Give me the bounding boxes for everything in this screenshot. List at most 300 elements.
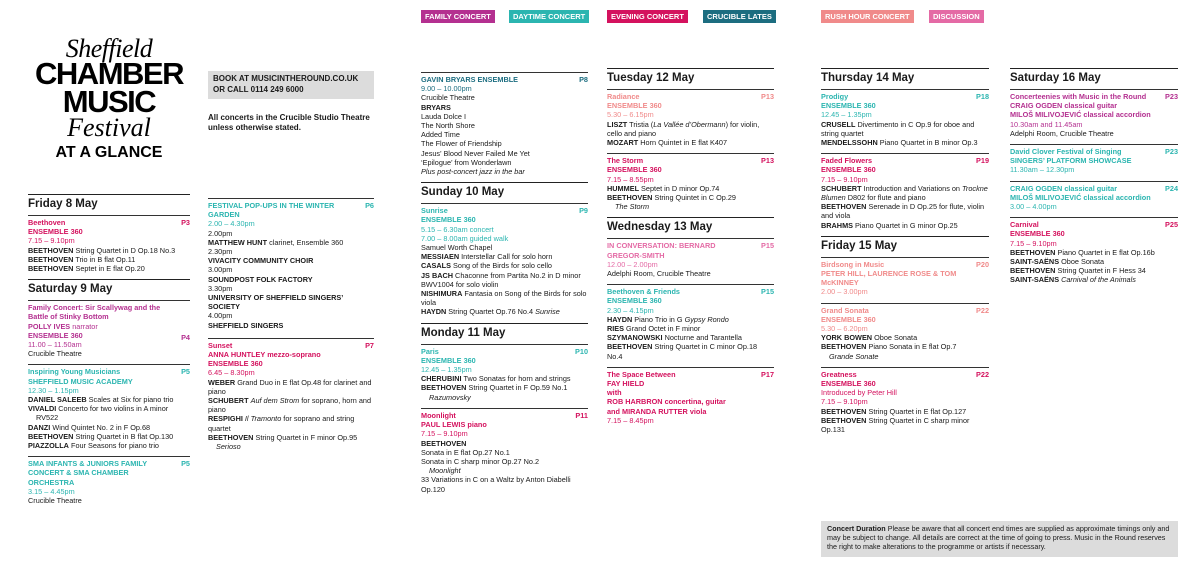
legend-discussion: DISCUSSION [929, 10, 984, 23]
work-nickname: Trockne Blumen [821, 183, 988, 203]
work-detail: D802 for flute and piano [845, 193, 926, 203]
work-detail: ) for violin, cello and piano [607, 119, 760, 138]
page-ref: P15 [761, 287, 774, 297]
event-ogden-milivojevic [1010, 181, 1178, 212]
event-title: IN CONVERSATION: BERNARD GREGOR-SMITH [607, 241, 716, 260]
disclaimer-text: Please be aware that all concert end times are supplied as approximate timings only and may be subject to change. All details are correct at the time of going to press. Music in the Round reserves the right to make alterations to the programme or artists if necessary. [827, 524, 1170, 551]
work-item [28, 441, 190, 450]
event-title: Greatness [821, 369, 857, 379]
artist-role: classical accordion [1081, 192, 1151, 202]
page-ref: P8 [579, 75, 588, 84]
event-time: 5.30 – 6.15pm [607, 110, 654, 120]
event-prodigy [821, 89, 989, 147]
work-item [821, 202, 989, 220]
work-title: String Quartet in E flat Op.127 [866, 406, 967, 416]
work-item [421, 374, 588, 383]
work-composer: BEETHOVEN [28, 254, 74, 264]
event-time: 12.45 – 1.35pm [821, 110, 872, 120]
logo-subtitle: AT A GLANCE [55, 144, 163, 161]
logo-line-chamber: CHAMBER [35, 56, 183, 91]
event-gavin-bryars [421, 72, 588, 176]
event-time: 5.30 – 6.20pm [821, 324, 868, 334]
venue-note: All concerts in the Crucible Studio Theatre unless otherwise stated. [208, 113, 370, 132]
event-title: The Space Between [607, 369, 676, 379]
event-time: 7.15 – 9.10pm [1010, 238, 1057, 248]
work-item [421, 383, 588, 392]
event-time: 11.00 – 11.50am [28, 340, 82, 350]
event-artist-connector: with [607, 388, 622, 398]
work-item [607, 138, 774, 147]
work-composer: BRYARS [421, 102, 451, 112]
day-heading: Saturday 9 May [28, 279, 190, 297]
work-composer: DANIEL SALEEB [28, 395, 87, 405]
day-heading: Friday 15 May [821, 236, 989, 254]
work-composer: SCHUBERT [208, 396, 249, 406]
work-title: String Quartet in C sharp minor Op.131 [821, 415, 970, 435]
work-item [821, 221, 989, 230]
work-composer: RESPIGHI [208, 414, 243, 424]
work-item [28, 432, 190, 441]
event-artist: CRAIG OGDEN [1010, 183, 1063, 193]
work-title: Scales at Six for piano trio [86, 395, 174, 405]
event-intro: Introduced by Peter Hill [821, 388, 897, 398]
event-venue: Crucible Theatre [28, 349, 82, 359]
column-5 [821, 68, 989, 440]
work-item [607, 193, 774, 202]
event-artist: ENSEMBLE 360 [1010, 229, 1065, 239]
day-heading: Sunday 10 May [421, 182, 588, 200]
work-item [821, 407, 989, 416]
work-title: Four Seasons for piano trio [68, 441, 159, 451]
work-title: String Quartet in C minor Op.18 No.4 [607, 342, 758, 361]
work-title: Concerto for two violins in A minor [56, 404, 169, 414]
work-item [421, 252, 588, 261]
artist-role: narrator [70, 321, 98, 331]
event-time: 5.15 – 6.30am concert [421, 224, 494, 234]
work-title: Interstellar Call for solo horn [459, 252, 553, 262]
work-item [821, 120, 989, 138]
event-artist: ENSEMBLE 360 [208, 359, 263, 369]
legend-crucible-lates: CRUCIBLE LATES [703, 10, 776, 23]
work-composer: BEETHOVEN [208, 432, 254, 442]
work-item [607, 342, 774, 360]
event-time: 3.15 – 4.45pm [28, 486, 75, 496]
work-composer: BEETHOVEN [821, 406, 867, 416]
page-ref: P13 [761, 156, 774, 166]
event-title: Sunset [208, 340, 233, 350]
popup-act-name: SHEFFIELD SINGERS [208, 320, 284, 330]
work-title: Piano Trio in G [632, 314, 685, 324]
event-grand-sonata [821, 303, 989, 361]
column-3 [421, 72, 588, 500]
work-composer: BEETHOVEN [821, 202, 867, 212]
event-time: 7.15 – 9.10pm [821, 397, 868, 407]
work-composer: BEETHOVEN [421, 383, 467, 393]
work-composer: SCHUBERT [821, 183, 862, 193]
event-time: 7.15 – 9.10pm [28, 236, 75, 246]
popup-act-name: VIVACITY COMMUNITY CHOIR [208, 256, 314, 266]
event-time: 2.30 – 4.15pm [607, 305, 654, 315]
popup-time: 2.30pm [208, 247, 233, 257]
event-title: FESTIVAL POP-UPS IN THE WINTER GARDEN [208, 201, 335, 220]
column-1 [28, 194, 190, 511]
page-ref: P7 [365, 340, 374, 350]
event-artist-connector: and [607, 406, 622, 416]
event-title: Beethoven & Friends [607, 287, 680, 297]
event-time: 3.00 – 4.00pm [1010, 202, 1057, 212]
popup-time: 3.00pm [208, 265, 233, 275]
event-artist: ENSEMBLE 360 [821, 379, 876, 389]
event-artist: ENSEMBLE 360 [821, 165, 876, 175]
day-heading: Wednesday 13 May [607, 217, 774, 235]
artist-role: concertina, guitar [662, 397, 726, 407]
artist-role: classical guitar [1062, 183, 1118, 193]
work-title: The North Shore [421, 121, 475, 131]
work-item [607, 120, 774, 138]
work-item [607, 324, 774, 333]
work-title: Added Time [421, 130, 460, 140]
work-composer: BEETHOVEN [28, 245, 74, 255]
work-composer: DANZI [28, 422, 51, 432]
page-ref: P6 [365, 201, 374, 210]
popup-act-name: UNIVERSITY OF SHEFFIELD SINGERS’ SOCIETY [208, 293, 343, 312]
work-title: Trio in B flat Op.11 [73, 254, 136, 264]
work-nickname: Sunrise [535, 307, 560, 317]
event-artist: SHEFFIELD MUSIC ACADEMY [28, 376, 133, 386]
page-ref: P24 [1165, 183, 1178, 193]
event-artist: MILOŠ MILIVOJEVIĆ [1010, 110, 1082, 120]
event-time: 12.00 – 2.00pm [607, 259, 658, 269]
work-title: Jesus’ Blood Never Failed Me Yet [421, 148, 530, 158]
event-artist: MILOŠ MILIVOJEVIĆ [1010, 192, 1082, 202]
work-title: Piano Quartet in B minor Op.3 [877, 138, 978, 148]
event-time: 7.15 – 8.45pm [607, 415, 654, 425]
day-heading: Friday 8 May [28, 194, 190, 212]
page-ref: P3 [181, 218, 190, 227]
work-item [28, 264, 190, 273]
popup-time: 4.00pm [208, 311, 233, 321]
work-title: Wind Quintet No. 2 in F Op.68 [50, 422, 151, 432]
work-title: Serenade in D Op.25 for flute, violin and viola [821, 202, 985, 221]
work-title: Chaconne from Partita No.2 in D minor BWV1004 for solo violin [421, 270, 581, 289]
work-item [421, 271, 588, 289]
work-item [1010, 266, 1178, 275]
work-title: Auf dem Strom [250, 396, 300, 406]
work-composer: MESSIAEN [421, 252, 460, 262]
event-artist: PETER HILL, LAURENCE ROSE & TOM McKINNEY [821, 269, 957, 288]
event-greatness [821, 367, 989, 434]
work-title: String Quartet in B flat Op.130 [73, 431, 174, 441]
event-title: Sunrise [421, 206, 448, 216]
event-the-storm [607, 153, 774, 211]
booking-phone[interactable]: OR CALL 0114 249 6000 [213, 84, 304, 94]
page-ref: P9 [579, 206, 588, 216]
event-venue: Adelphi Room, Crucible Theatre [1010, 128, 1114, 138]
event-title: Birdsong in Music [821, 259, 885, 269]
work-detail: for soprano, horn and piano [208, 396, 372, 415]
event-in-conversation [607, 238, 774, 278]
page-ref: P22 [976, 369, 989, 379]
work-title: String Quartet in F Op.59 No.1 [466, 383, 568, 393]
work-nickname: Gypsy Rondo [684, 314, 729, 324]
event-artist: CRAIG OGDEN [1010, 101, 1063, 111]
page-ref: P25 [1165, 220, 1178, 230]
work-title: ‘Epilogue’ from Wonderlawn [421, 157, 512, 167]
event-title: David Clover Festival of Singing SINGERS’ PLATFORM SHOWCASE [1010, 147, 1132, 166]
event-festival-popups [208, 198, 374, 330]
work-composer: HAYDN [607, 314, 633, 324]
work-composer: BEETHOVEN [28, 264, 74, 274]
work-item [821, 333, 989, 342]
page-ref: P18 [976, 92, 989, 101]
event-venue: Crucible Theatre [421, 93, 475, 103]
page-ref: P23 [1165, 147, 1178, 157]
popup-time: 3.30pm [208, 283, 233, 293]
event-time: 11.30am – 12.30pm [1010, 165, 1075, 175]
event-radiance [607, 89, 774, 147]
work-title: String Quartet in D Op.18 No.3 [73, 245, 176, 255]
work-title: Carnival of the Animals [1061, 275, 1136, 285]
work-composer: YORK BOWEN [821, 333, 873, 343]
work-nickname: Serioso [216, 442, 241, 452]
page-ref: P20 [976, 259, 989, 269]
work-item [1010, 257, 1178, 266]
work-item [821, 138, 989, 147]
logo-line-festival: Festival [67, 113, 151, 142]
event-artist: MIRANDA RUTTER [622, 406, 688, 416]
event-singers-platform [1010, 144, 1178, 175]
event-inspiring-young-musicians [28, 364, 190, 450]
popup-act-name: MATTHEW HUNT [208, 237, 268, 247]
work-composer: WEBER [208, 377, 236, 387]
work-item [28, 246, 190, 255]
work-composer: BEETHOVEN [607, 193, 653, 203]
disclaimer-title: Concert Duration [827, 524, 886, 533]
event-title: Inspiring Young Musicians [28, 367, 121, 377]
work-composer: BEETHOVEN [821, 342, 867, 352]
event-venue: Samuel Worth Chapel [421, 243, 493, 253]
work-item [28, 395, 190, 404]
concert-type-legend [421, 10, 991, 24]
event-title: GAVIN BRYARS ENSEMBLE [421, 75, 519, 84]
work-catalogue: RV522 [36, 413, 59, 423]
event-space-between [607, 367, 774, 425]
work-title: Sonata in C sharp minor Op.27 No.2 [421, 456, 540, 466]
work-composer: NISHIMURA [421, 289, 463, 299]
event-time: 6.45 – 8.30pm [208, 368, 255, 378]
event-artist: ENSEMBLE 360 [28, 330, 83, 340]
page-ref: P5 [181, 459, 190, 469]
artist-role: mezzo-soprano [265, 350, 321, 360]
event-title: Moonlight [421, 410, 456, 420]
day-heading: Monday 11 May [421, 323, 588, 341]
event-faded-flowers [821, 153, 989, 230]
work-item [28, 404, 190, 413]
event-time: 7.15 – 9.10pm [821, 174, 868, 184]
work-composer: VIVALDI [28, 404, 57, 414]
work-composer: CHERUBINI [421, 374, 462, 384]
festival-logo [28, 34, 190, 163]
work-item [208, 396, 374, 414]
event-beethoven-friends [607, 284, 774, 361]
logo-line-sheffield: Sheffield [65, 34, 153, 63]
event-title: Faded Flowers [821, 156, 873, 166]
event-artist: ANNA HUNTLEY [208, 350, 266, 360]
work-title: Grand Octet in F minor [624, 324, 701, 334]
work-composer: BEETHOVEN [1010, 266, 1056, 276]
work-item [421, 307, 588, 316]
work-composer: CASALS [421, 261, 451, 271]
event-artist: ROB HARBRON [607, 397, 663, 407]
work-title: String Quartet in F minor Op.95 [253, 432, 358, 442]
work-item [821, 184, 989, 202]
work-item [607, 315, 774, 324]
page-ref: P10 [575, 346, 588, 356]
event-title: The Storm [607, 156, 644, 166]
day-heading: Thursday 14 May [821, 68, 989, 86]
popup-act-role: clarinet, Ensemble 360 [267, 237, 344, 247]
work-composer: CRUSELL [821, 119, 856, 129]
work-item [821, 342, 989, 351]
work-title: Septet in D minor Op.74 [639, 183, 720, 193]
work-item [607, 333, 774, 342]
work-nickname: Razumovsky [429, 392, 471, 402]
event-artist: ENSEMBLE 360 [421, 355, 476, 365]
event-time: 9.00 – 10.00pm [421, 84, 472, 94]
work-title: Il Tramonto [244, 414, 282, 424]
event-artist: ENSEMBLE 360 [607, 101, 662, 111]
work-title: Septet in E flat Op.20 [73, 264, 145, 274]
event-time: 10.30am and 11.45am [1010, 119, 1083, 129]
day-heading: Tuesday 12 May [607, 68, 774, 86]
work-title: Sonata in E flat Op.27 No.1 [421, 447, 510, 457]
event-title: Concerteenies with Music in the Round [1010, 92, 1147, 101]
event-time: 7.15 – 8.55pm [607, 174, 654, 184]
event-title: Grand Sonata [821, 305, 869, 315]
event-beethoven [28, 215, 190, 273]
work-composer: BEETHOVEN [421, 438, 467, 448]
work-item [28, 423, 190, 432]
event-artist: ENSEMBLE 360 [28, 227, 83, 237]
legend-rush-hour-concert: RUSH HOUR CONCERT [821, 10, 914, 23]
event-artist: ENSEMBLE 360 [821, 101, 876, 111]
work-item [208, 414, 374, 432]
booking-website[interactable]: BOOK AT MUSICINTHEROUND.CO.UK [213, 74, 359, 83]
column-4 [607, 68, 774, 431]
work-title: Introduction and Variations on [861, 183, 963, 193]
work-composer: BEETHOVEN [607, 342, 653, 352]
event-concerteenies [1010, 89, 1178, 138]
event-birdsong [821, 257, 989, 297]
work-nickname: Grande Sonate [829, 351, 879, 361]
work-composer: HAYDN [421, 307, 447, 317]
event-family-concert [28, 300, 190, 358]
event-venue: Crucible Theatre [28, 496, 82, 506]
event-title: SMA INFANTS & JUNIORS FAMILY CONCERT & SMA CHAMBER ORCHESTRA [28, 459, 147, 487]
event-title: Radiance [607, 92, 640, 101]
work-title: Fantasia on Song of the Birds for solo viola [421, 289, 587, 308]
work-title: Oboe Sonata [872, 333, 918, 343]
event-time: 2.00 – 4.30pm [208, 219, 255, 229]
event-artist: ENSEMBLE 360 [607, 296, 662, 306]
work-composer: MENDELSSOHN [821, 138, 878, 148]
event-artist: POLLY IVES [28, 321, 71, 331]
event-title: Carnival [1010, 220, 1039, 230]
page-ref: P11 [575, 410, 588, 420]
event-title: Paris [421, 346, 439, 356]
event-title: Prodigy [821, 92, 849, 101]
logo-line-music: MUSIC [62, 84, 156, 119]
event-time: 7.00 – 8.00am guided walk [421, 233, 509, 243]
event-artist: PAUL LEWIS [421, 420, 466, 430]
event-artist: ENSEMBLE 360 [607, 165, 662, 175]
work-title: Piano Sonata in E flat Op.7 [866, 342, 957, 352]
work-title: Grand Duo in E flat Op.48 for clarinet and piano [208, 377, 372, 396]
popup-act [208, 238, 374, 247]
popup-act-name: SOUNDPOST FOLK FACTORY [208, 274, 313, 284]
event-sma-family-concert [28, 456, 190, 505]
concert-duration-disclaimer [821, 521, 1178, 557]
legend-daytime-concert: DAYTIME CONCERT [509, 10, 589, 23]
work-title: Piano Quartet in G minor Op.25 [853, 220, 958, 230]
page-ref: P22 [976, 305, 989, 315]
work-composer: BEETHOVEN [1010, 247, 1056, 257]
page-ref: P19 [976, 156, 989, 166]
work-composer: BRAHMS [821, 220, 854, 230]
event-moonlight [421, 408, 588, 494]
work-composer: PIAZZOLLA [28, 441, 69, 451]
work-title: Oboe Sonata [1059, 257, 1105, 267]
column-2 [208, 198, 374, 457]
work-nickname: Moonlight [429, 466, 461, 476]
artist-role: viola [687, 406, 707, 416]
page-ref: P4 [181, 333, 190, 343]
artist-role: classical guitar [1062, 101, 1118, 111]
page-ref: P15 [761, 241, 774, 251]
artist-role: piano [465, 420, 487, 430]
work-nickname: La Vallée d’Obermann [653, 119, 726, 129]
work-title: String Quartet Op.76 No.4 [446, 307, 536, 317]
work-detail: for soprano and string quartet [208, 414, 355, 433]
work-composer: RIES [607, 324, 625, 334]
work-composer: JS BACH [421, 270, 454, 280]
event-artist: ENSEMBLE 360 [421, 215, 476, 225]
work-title: Piano Quartet in E flat Op.16b [1055, 247, 1155, 257]
page-ref: P23 [1165, 92, 1178, 101]
work-title: String Quintet in C Op.29 [652, 193, 736, 203]
event-artist: ENSEMBLE 360 [821, 314, 876, 324]
event-time: 12.30 – 1.15pm [28, 385, 79, 395]
legend-family-concert: FAMILY CONCERT [421, 10, 495, 23]
event-time: 12.45 – 1.35pm [421, 365, 472, 375]
work-item [607, 184, 774, 193]
legend-evening-concert: EVENING CONCERT [607, 10, 688, 23]
event-title: Family Concert: Sir Scallywag and the Battle of Stinky Bottom [28, 303, 161, 322]
work-item [421, 289, 588, 307]
work-composer: SAINT-SAËNS [1010, 257, 1060, 267]
work-title: Song of the Birds for solo cello [451, 261, 552, 271]
booking-info [208, 71, 374, 99]
work-composer: SZYMANOWSKI [607, 333, 663, 343]
event-sunrise [421, 203, 588, 316]
event-artist: FAY HIELD [607, 379, 645, 389]
work-composer: LISZT [607, 119, 628, 129]
work-composer: BEETHOVEN [28, 431, 74, 441]
work-nickname: The Storm [615, 202, 650, 212]
artist-role: classical accordion [1081, 110, 1151, 120]
work-item [208, 433, 374, 442]
event-paris [421, 344, 588, 402]
